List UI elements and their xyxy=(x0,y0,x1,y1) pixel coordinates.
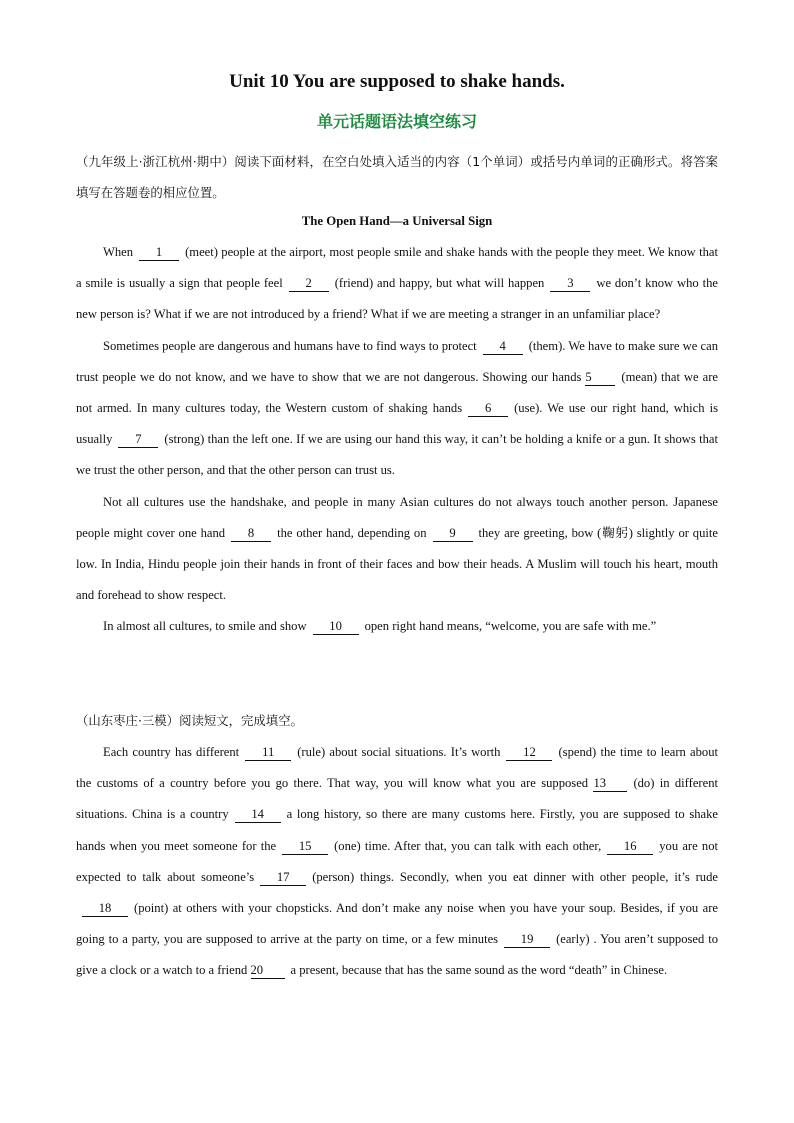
paragraph-3 xyxy=(76,487,718,612)
blank-7[interactable]: 7 xyxy=(118,432,158,448)
blank-9[interactable]: 9 xyxy=(433,526,473,542)
text-segment: a present, because that has the same sound as the word “death” in Chinese. xyxy=(290,963,668,978)
text-segment: (mean) that we are not armed. In many cultures today, the Western custom of shaking hands xyxy=(76,369,718,416)
blank-16[interactable]: 16 xyxy=(607,839,653,855)
blank-3[interactable]: 3 xyxy=(550,276,590,292)
text-segment: Not all cultures use the handshake, and people in many Asian cultures do not always touch another person. Japanese people might cover one hand xyxy=(76,494,718,540)
text-segment: Sometimes people are dangerous and humans have to find ways to protect xyxy=(103,338,477,353)
blank-1[interactable]: 1 xyxy=(139,245,179,261)
text-segment: (them). We have to make sure we can trust people we do not know, and we have to show that we are not dangerous. Showing our hands xyxy=(76,338,718,384)
blank-6[interactable]: 6 xyxy=(468,401,508,417)
page-subtitle: 单元话题语法填空练习 xyxy=(316,112,477,131)
blank-13[interactable]: 13 xyxy=(593,776,627,792)
text-segment: we don’t know who the new person is? What if we are not introduced by a friend? What if we are meeting a stranger in an unfamiliar place? xyxy=(76,276,719,322)
blank-17[interactable]: 17 xyxy=(260,870,306,886)
text-segment: In almost all cultures, to smile and show xyxy=(103,619,307,634)
passage-1 xyxy=(76,237,718,643)
paragraph-4 xyxy=(76,611,718,642)
text-segment: (use). We use our right hand, which is usually xyxy=(76,401,718,447)
text-segment: Each country has different xyxy=(103,745,240,759)
text-segment: (early) . You aren’t supposed to give a clock or a watch to a friend xyxy=(76,932,718,978)
blank-5[interactable]: 5 xyxy=(585,370,615,386)
text-segment: a long history, so there are many customs here. Firstly, you are supposed to shake hands when you meet someone for the xyxy=(76,807,718,853)
section1-instruction: （九年级上·浙江杭州·期中）阅读下面材料，在空白处填入适当的内容（1个单词）或括号内单词的正确形式。将答案填写在答题卷的相应位置。 xyxy=(76,154,718,201)
text-segment: (meet) people at the airport, most people smile and shake hands with the people they meet. We know that a smile is usually a sign that people feel xyxy=(76,245,718,291)
text-segment: (rule) about social situations. It’s worth xyxy=(297,745,501,759)
text-segment: open right hand means, “welcome, you are safe with me.” xyxy=(364,619,657,634)
blank-19[interactable]: 19 xyxy=(504,932,550,948)
text-segment: (point) at others with your chopsticks. And don’t make any noise when you have your soup. Besides, if you are going to a party, you are supposed to arrive at the party on time, or a few minutes xyxy=(76,901,718,947)
blank-18[interactable]: 18 xyxy=(82,901,128,917)
blank-4[interactable]: 4 xyxy=(483,339,523,355)
paragraph-5 xyxy=(76,737,718,987)
blank-2[interactable]: 2 xyxy=(289,276,329,292)
passage-2 xyxy=(76,737,718,987)
text-segment: (strong) than the left one. If we are using our hand this way, it can’t be holding a knife or a gun. It shows that we trust the other person, and that the other person can trust us. xyxy=(76,432,718,478)
text-segment: you are not expected to talk about someone’s xyxy=(76,838,718,884)
passage-title: The Open Hand—a Universal Sign xyxy=(301,214,493,228)
text-segment: (person) things. Secondly, when you eat dinner with other people, it’s rude xyxy=(312,869,718,884)
text-segment: the other hand, depending on xyxy=(277,525,427,540)
blank-8[interactable]: 8 xyxy=(231,526,271,542)
text-segment: (one) time. After that, you can talk with each other, xyxy=(334,838,602,853)
blank-12[interactable]: 12 xyxy=(506,745,552,761)
blank-11[interactable]: 11 xyxy=(245,745,291,761)
blank-20[interactable]: 20 xyxy=(251,963,285,979)
text-segment: (friend) and happy, but what will happen xyxy=(334,276,545,291)
text-segment: When xyxy=(103,245,134,259)
section2-instruction: （山东枣庄·三模）阅读短文，完成填空。 xyxy=(76,713,303,728)
blank-15[interactable]: 15 xyxy=(282,839,328,855)
blank-14[interactable]: 14 xyxy=(235,807,281,823)
text-segment: (do) in different situations. China is a country xyxy=(76,776,719,822)
text-segment: (spend) the time to learn about the customs of a country before you go there. That way, you will know what you are supposed xyxy=(76,745,718,791)
blank-10[interactable]: 10 xyxy=(313,619,359,635)
paragraph-2 xyxy=(76,331,718,487)
text-segment: they are greeting, bow (鞠躬) slightly or quite low. In India, Hindu people join their hands in front of their faces and bow their heads. A Muslim will touch his heart, mouth and forehead to show respect. xyxy=(76,525,718,603)
page-title: Unit 10 You are supposed to shake hands. xyxy=(229,71,565,92)
paragraph-1 xyxy=(76,237,718,331)
